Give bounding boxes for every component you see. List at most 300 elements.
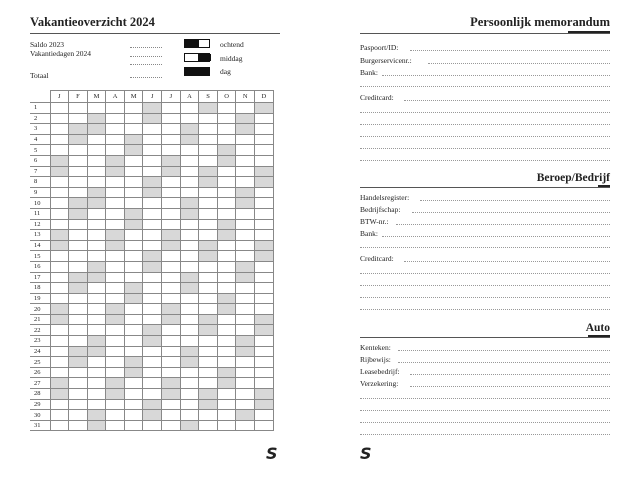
- memo-line[interactable]: [360, 434, 610, 435]
- day-cell[interactable]: [143, 410, 162, 421]
- day-cell[interactable]: [255, 410, 274, 421]
- day-cell[interactable]: [87, 166, 106, 177]
- day-cell[interactable]: [106, 155, 125, 166]
- day-cell[interactable]: [162, 166, 181, 177]
- day-cell[interactable]: [180, 399, 199, 410]
- day-cell[interactable]: [255, 208, 274, 219]
- day-cell[interactable]: [106, 325, 125, 336]
- leasebedrijf-field[interactable]: [410, 374, 610, 375]
- day-cell[interactable]: [236, 314, 255, 325]
- day-cell[interactable]: [162, 187, 181, 198]
- day-cell[interactable]: [124, 177, 143, 188]
- day-cell[interactable]: [217, 145, 236, 156]
- day-cell[interactable]: [69, 261, 88, 272]
- day-cell[interactable]: [217, 325, 236, 336]
- day-cell[interactable]: [180, 219, 199, 230]
- day-cell[interactable]: [87, 155, 106, 166]
- day-cell[interactable]: [180, 124, 199, 135]
- day-cell[interactable]: [255, 166, 274, 177]
- day-cell[interactable]: [124, 293, 143, 304]
- day-cell[interactable]: [255, 187, 274, 198]
- day-cell[interactable]: [106, 187, 125, 198]
- day-cell[interactable]: [143, 134, 162, 145]
- day-cell[interactable]: [199, 389, 218, 400]
- day-cell[interactable]: [143, 283, 162, 294]
- day-cell[interactable]: [217, 198, 236, 209]
- day-cell[interactable]: [180, 103, 199, 114]
- day-cell[interactable]: [143, 346, 162, 357]
- day-cell[interactable]: [106, 293, 125, 304]
- day-cell[interactable]: [69, 304, 88, 315]
- burgerservicenr-field[interactable]: [428, 63, 610, 64]
- day-cell[interactable]: [162, 293, 181, 304]
- day-cell[interactable]: [236, 198, 255, 209]
- day-cell[interactable]: [236, 389, 255, 400]
- day-cell[interactable]: [199, 357, 218, 368]
- day-cell[interactable]: [217, 240, 236, 251]
- day-cell[interactable]: [106, 230, 125, 241]
- day-cell[interactable]: [124, 378, 143, 389]
- day-cell[interactable]: [162, 103, 181, 114]
- day-cell[interactable]: [180, 145, 199, 156]
- day-cell[interactable]: [69, 134, 88, 145]
- bedrijfschap-field[interactable]: [412, 212, 610, 213]
- paspoort-field[interactable]: [410, 50, 610, 51]
- day-cell[interactable]: [50, 378, 69, 389]
- day-cell[interactable]: [50, 251, 69, 262]
- day-cell[interactable]: [143, 251, 162, 262]
- day-cell[interactable]: [50, 208, 69, 219]
- day-cell[interactable]: [180, 230, 199, 241]
- verzekering-field[interactable]: [410, 386, 610, 387]
- day-cell[interactable]: [87, 325, 106, 336]
- day-cell[interactable]: [255, 336, 274, 347]
- day-cell[interactable]: [199, 367, 218, 378]
- day-cell[interactable]: [199, 261, 218, 272]
- memo-line[interactable]: [360, 148, 610, 149]
- day-cell[interactable]: [180, 346, 199, 357]
- day-cell[interactable]: [106, 166, 125, 177]
- day-cell[interactable]: [106, 378, 125, 389]
- day-cell[interactable]: [217, 261, 236, 272]
- day-cell[interactable]: [69, 283, 88, 294]
- day-cell[interactable]: [162, 420, 181, 431]
- day-cell[interactable]: [236, 155, 255, 166]
- day-cell[interactable]: [236, 357, 255, 368]
- day-cell[interactable]: [162, 314, 181, 325]
- day-cell[interactable]: [124, 346, 143, 357]
- handelsregister-field[interactable]: [420, 200, 610, 201]
- day-cell[interactable]: [143, 304, 162, 315]
- day-cell[interactable]: [87, 304, 106, 315]
- day-cell[interactable]: [180, 251, 199, 262]
- kenteken-field[interactable]: [398, 350, 610, 351]
- day-cell[interactable]: [87, 261, 106, 272]
- day-cell[interactable]: [87, 410, 106, 421]
- day-cell[interactable]: [199, 272, 218, 283]
- day-cell[interactable]: [236, 367, 255, 378]
- day-cell[interactable]: [87, 145, 106, 156]
- day-cell[interactable]: [50, 389, 69, 400]
- day-cell[interactable]: [106, 261, 125, 272]
- day-cell[interactable]: [87, 134, 106, 145]
- day-cell[interactable]: [236, 240, 255, 251]
- memo-line[interactable]: [360, 160, 610, 161]
- day-cell[interactable]: [255, 304, 274, 315]
- day-cell[interactable]: [143, 230, 162, 241]
- day-cell[interactable]: [199, 187, 218, 198]
- day-cell[interactable]: [50, 261, 69, 272]
- day-cell[interactable]: [162, 113, 181, 124]
- day-cell[interactable]: [143, 240, 162, 251]
- day-cell[interactable]: [236, 261, 255, 272]
- day-cell[interactable]: [69, 177, 88, 188]
- day-cell[interactable]: [124, 283, 143, 294]
- day-cell[interactable]: [255, 389, 274, 400]
- day-cell[interactable]: [124, 155, 143, 166]
- day-cell[interactable]: [124, 389, 143, 400]
- day-cell[interactable]: [236, 410, 255, 421]
- day-cell[interactable]: [236, 272, 255, 283]
- day-cell[interactable]: [217, 346, 236, 357]
- day-cell[interactable]: [69, 103, 88, 114]
- day-cell[interactable]: [199, 230, 218, 241]
- day-cell[interactable]: [162, 389, 181, 400]
- day-cell[interactable]: [162, 410, 181, 421]
- day-cell[interactable]: [236, 378, 255, 389]
- day-cell[interactable]: [255, 124, 274, 135]
- day-cell[interactable]: [143, 378, 162, 389]
- day-cell[interactable]: [106, 219, 125, 230]
- day-cell[interactable]: [87, 103, 106, 114]
- day-cell[interactable]: [50, 336, 69, 347]
- day-cell[interactable]: [69, 113, 88, 124]
- day-cell[interactable]: [255, 283, 274, 294]
- day-cell[interactable]: [180, 325, 199, 336]
- day-cell[interactable]: [50, 134, 69, 145]
- day-cell[interactable]: [106, 272, 125, 283]
- day-cell[interactable]: [236, 325, 255, 336]
- day-cell[interactable]: [199, 251, 218, 262]
- day-cell[interactable]: [162, 272, 181, 283]
- day-cell[interactable]: [217, 230, 236, 241]
- day-cell[interactable]: [87, 399, 106, 410]
- day-cell[interactable]: [50, 219, 69, 230]
- day-cell[interactable]: [236, 208, 255, 219]
- day-cell[interactable]: [236, 283, 255, 294]
- day-cell[interactable]: [236, 145, 255, 156]
- memo-line[interactable]: [360, 309, 610, 310]
- day-cell[interactable]: [124, 357, 143, 368]
- day-cell[interactable]: [143, 113, 162, 124]
- day-cell[interactable]: [106, 251, 125, 262]
- day-cell[interactable]: [50, 304, 69, 315]
- day-cell[interactable]: [255, 378, 274, 389]
- day-cell[interactable]: [162, 304, 181, 315]
- day-cell[interactable]: [162, 155, 181, 166]
- day-cell[interactable]: [106, 177, 125, 188]
- day-cell[interactable]: [87, 336, 106, 347]
- day-cell[interactable]: [162, 283, 181, 294]
- day-cell[interactable]: [162, 124, 181, 135]
- day-cell[interactable]: [124, 336, 143, 347]
- day-cell[interactable]: [180, 420, 199, 431]
- day-cell[interactable]: [180, 166, 199, 177]
- day-cell[interactable]: [199, 283, 218, 294]
- day-cell[interactable]: [217, 367, 236, 378]
- day-cell[interactable]: [87, 357, 106, 368]
- day-cell[interactable]: [180, 208, 199, 219]
- day-cell[interactable]: [143, 198, 162, 209]
- day-cell[interactable]: [162, 177, 181, 188]
- day-cell[interactable]: [124, 314, 143, 325]
- day-cell[interactable]: [124, 399, 143, 410]
- day-cell[interactable]: [236, 230, 255, 241]
- memo-line[interactable]: [360, 112, 610, 113]
- day-cell[interactable]: [50, 198, 69, 209]
- day-cell[interactable]: [255, 293, 274, 304]
- day-cell[interactable]: [69, 240, 88, 251]
- day-cell[interactable]: [106, 145, 125, 156]
- day-cell[interactable]: [143, 336, 162, 347]
- day-cell[interactable]: [124, 410, 143, 421]
- day-cell[interactable]: [143, 389, 162, 400]
- day-cell[interactable]: [87, 240, 106, 251]
- day-cell[interactable]: [199, 304, 218, 315]
- day-cell[interactable]: [106, 367, 125, 378]
- day-cell[interactable]: [255, 357, 274, 368]
- day-cell[interactable]: [143, 187, 162, 198]
- day-cell[interactable]: [87, 198, 106, 209]
- day-cell[interactable]: [199, 208, 218, 219]
- day-cell[interactable]: [69, 346, 88, 357]
- day-cell[interactable]: [255, 134, 274, 145]
- day-cell[interactable]: [87, 251, 106, 262]
- day-cell[interactable]: [180, 378, 199, 389]
- day-cell[interactable]: [255, 155, 274, 166]
- day-cell[interactable]: [87, 124, 106, 135]
- day-cell[interactable]: [143, 261, 162, 272]
- day-cell[interactable]: [180, 389, 199, 400]
- day-cell[interactable]: [50, 399, 69, 410]
- day-cell[interactable]: [255, 103, 274, 114]
- day-cell[interactable]: [217, 134, 236, 145]
- day-cell[interactable]: [236, 304, 255, 315]
- day-cell[interactable]: [69, 314, 88, 325]
- day-cell[interactable]: [236, 134, 255, 145]
- day-cell[interactable]: [180, 410, 199, 421]
- day-cell[interactable]: [217, 103, 236, 114]
- day-cell[interactable]: [143, 166, 162, 177]
- day-cell[interactable]: [199, 346, 218, 357]
- day-cell[interactable]: [162, 251, 181, 262]
- day-cell[interactable]: [255, 367, 274, 378]
- day-cell[interactable]: [69, 208, 88, 219]
- memo-line[interactable]: [360, 273, 610, 274]
- day-cell[interactable]: [255, 177, 274, 188]
- day-cell[interactable]: [199, 155, 218, 166]
- rijbewijs-field[interactable]: [398, 362, 610, 363]
- day-cell[interactable]: [106, 113, 125, 124]
- saldo-field[interactable]: [130, 47, 162, 48]
- day-cell[interactable]: [217, 272, 236, 283]
- vakantiedagen-field[interactable]: [130, 56, 162, 57]
- day-cell[interactable]: [180, 113, 199, 124]
- day-cell[interactable]: [50, 103, 69, 114]
- day-cell[interactable]: [106, 283, 125, 294]
- memo-line[interactable]: [360, 297, 610, 298]
- day-cell[interactable]: [124, 251, 143, 262]
- day-cell[interactable]: [69, 124, 88, 135]
- day-cell[interactable]: [124, 261, 143, 272]
- day-cell[interactable]: [199, 145, 218, 156]
- day-cell[interactable]: [180, 240, 199, 251]
- day-cell[interactable]: [199, 166, 218, 177]
- day-cell[interactable]: [199, 336, 218, 347]
- day-cell[interactable]: [124, 103, 143, 114]
- day-cell[interactable]: [69, 219, 88, 230]
- day-cell[interactable]: [106, 240, 125, 251]
- day-cell[interactable]: [236, 293, 255, 304]
- day-cell[interactable]: [255, 251, 274, 262]
- day-cell[interactable]: [69, 336, 88, 347]
- day-cell[interactable]: [50, 113, 69, 124]
- day-cell[interactable]: [162, 325, 181, 336]
- day-cell[interactable]: [87, 208, 106, 219]
- day-cell[interactable]: [180, 272, 199, 283]
- day-cell[interactable]: [236, 103, 255, 114]
- day-cell[interactable]: [69, 357, 88, 368]
- day-cell[interactable]: [162, 219, 181, 230]
- day-cell[interactable]: [162, 261, 181, 272]
- totaal-field[interactable]: [130, 77, 162, 78]
- day-cell[interactable]: [180, 261, 199, 272]
- day-cell[interactable]: [69, 378, 88, 389]
- day-cell[interactable]: [106, 336, 125, 347]
- day-cell[interactable]: [106, 304, 125, 315]
- day-cell[interactable]: [217, 113, 236, 124]
- day-cell[interactable]: [124, 367, 143, 378]
- day-cell[interactable]: [87, 219, 106, 230]
- day-cell[interactable]: [143, 177, 162, 188]
- day-cell[interactable]: [255, 420, 274, 431]
- day-cell[interactable]: [217, 283, 236, 294]
- day-cell[interactable]: [236, 166, 255, 177]
- day-cell[interactable]: [180, 357, 199, 368]
- day-cell[interactable]: [199, 177, 218, 188]
- day-cell[interactable]: [50, 124, 69, 135]
- day-cell[interactable]: [236, 113, 255, 124]
- day-cell[interactable]: [69, 187, 88, 198]
- day-cell[interactable]: [255, 346, 274, 357]
- day-cell[interactable]: [162, 357, 181, 368]
- day-cell[interactable]: [106, 124, 125, 135]
- day-cell[interactable]: [87, 283, 106, 294]
- day-cell[interactable]: [199, 113, 218, 124]
- day-cell[interactable]: [50, 367, 69, 378]
- day-cell[interactable]: [143, 293, 162, 304]
- day-cell[interactable]: [69, 399, 88, 410]
- day-cell[interactable]: [217, 314, 236, 325]
- day-cell[interactable]: [124, 240, 143, 251]
- day-cell[interactable]: [217, 336, 236, 347]
- day-cell[interactable]: [199, 314, 218, 325]
- beroep-creditcard-field[interactable]: [404, 261, 610, 262]
- day-cell[interactable]: [255, 113, 274, 124]
- day-cell[interactable]: [162, 134, 181, 145]
- day-cell[interactable]: [50, 145, 69, 156]
- day-cell[interactable]: [106, 399, 125, 410]
- day-cell[interactable]: [143, 103, 162, 114]
- day-cell[interactable]: [236, 251, 255, 262]
- day-cell[interactable]: [69, 198, 88, 209]
- day-cell[interactable]: [162, 399, 181, 410]
- memo-line[interactable]: [360, 410, 610, 411]
- day-cell[interactable]: [87, 272, 106, 283]
- day-cell[interactable]: [199, 410, 218, 421]
- day-cell[interactable]: [69, 367, 88, 378]
- day-cell[interactable]: [162, 378, 181, 389]
- day-cell[interactable]: [124, 134, 143, 145]
- day-cell[interactable]: [255, 230, 274, 241]
- day-cell[interactable]: [106, 103, 125, 114]
- day-cell[interactable]: [106, 410, 125, 421]
- day-cell[interactable]: [87, 230, 106, 241]
- day-cell[interactable]: [106, 314, 125, 325]
- memo-line[interactable]: [360, 285, 610, 286]
- day-cell[interactable]: [87, 314, 106, 325]
- day-cell[interactable]: [124, 325, 143, 336]
- day-cell[interactable]: [69, 293, 88, 304]
- day-cell[interactable]: [236, 399, 255, 410]
- day-cell[interactable]: [124, 230, 143, 241]
- day-cell[interactable]: [162, 346, 181, 357]
- day-cell[interactable]: [217, 357, 236, 368]
- day-cell[interactable]: [217, 166, 236, 177]
- memo-line[interactable]: [360, 136, 610, 137]
- day-cell[interactable]: [236, 177, 255, 188]
- bank-field-extra[interactable]: [360, 86, 610, 87]
- day-cell[interactable]: [180, 177, 199, 188]
- day-cell[interactable]: [124, 145, 143, 156]
- day-cell[interactable]: [180, 155, 199, 166]
- day-cell[interactable]: [50, 293, 69, 304]
- day-cell[interactable]: [124, 113, 143, 124]
- day-cell[interactable]: [143, 272, 162, 283]
- beroep-bank-field-extra[interactable]: [360, 247, 610, 248]
- memo-line[interactable]: [360, 422, 610, 423]
- day-cell[interactable]: [255, 219, 274, 230]
- day-cell[interactable]: [124, 304, 143, 315]
- day-cell[interactable]: [124, 219, 143, 230]
- day-cell[interactable]: [180, 198, 199, 209]
- day-cell[interactable]: [69, 251, 88, 262]
- day-cell[interactable]: [87, 346, 106, 357]
- day-cell[interactable]: [180, 293, 199, 304]
- day-cell[interactable]: [199, 134, 218, 145]
- day-cell[interactable]: [69, 230, 88, 241]
- day-cell[interactable]: [217, 251, 236, 262]
- day-cell[interactable]: [236, 336, 255, 347]
- day-cell[interactable]: [180, 314, 199, 325]
- day-cell[interactable]: [50, 325, 69, 336]
- day-cell[interactable]: [255, 198, 274, 209]
- day-cell[interactable]: [50, 177, 69, 188]
- btw-field[interactable]: [396, 224, 610, 225]
- day-cell[interactable]: [50, 346, 69, 357]
- day-cell[interactable]: [143, 155, 162, 166]
- day-cell[interactable]: [180, 283, 199, 294]
